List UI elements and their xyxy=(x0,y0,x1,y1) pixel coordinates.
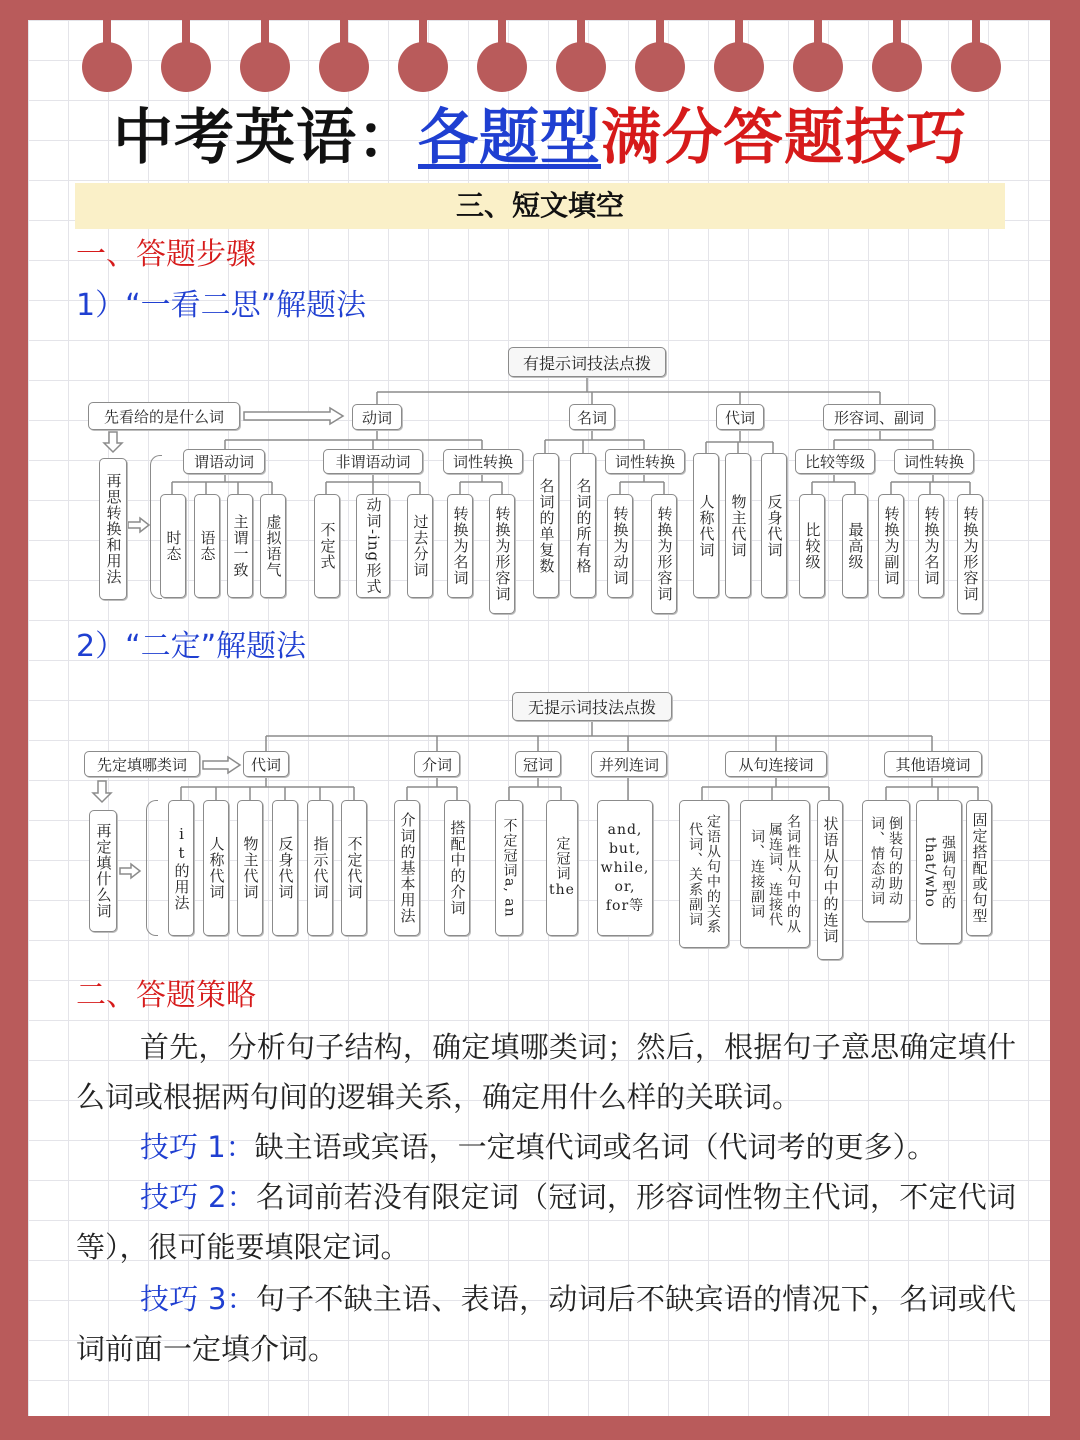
definite-article-word: the xyxy=(549,882,575,898)
tip-2-label: 技巧 2： xyxy=(140,1180,256,1214)
item-ing-form: 动词-ing形式 xyxy=(356,494,390,598)
item-inversion: 倒装句的助动词、情态动词 xyxy=(862,800,910,922)
section-banner: 三、短文填空 xyxy=(75,183,1005,229)
binder-hole xyxy=(82,42,132,92)
page-title xyxy=(0,96,1080,180)
diagram-1-second-step: 再思转换和用法 xyxy=(99,458,127,600)
category-coordinating-conj: 并列连词 xyxy=(591,751,667,777)
item-possessive-pronoun: 物主代词 xyxy=(725,453,751,598)
title-part-1: 中考英语： xyxy=(113,103,418,173)
item-noun-to-adjective: 转换为形容词 xyxy=(651,494,677,614)
item-demonstrative-pronoun: 指示代词 xyxy=(307,800,333,936)
item-subjunctive: 虚拟语气 xyxy=(260,494,286,598)
category-pronoun-2: 代词 xyxy=(243,751,289,777)
tip-1-text: 缺主语或宾语，一定填代词或名词（代词考的更多）。 xyxy=(254,1130,937,1164)
diagram-1-first-step: 先看给的是什么词 xyxy=(88,402,240,430)
item-noun-possessive: 名词的所有格 xyxy=(570,453,596,598)
group-noun-conversion: 词性转换 xyxy=(605,449,685,474)
item-voice: 语态 xyxy=(194,494,220,598)
item-tense: 时态 xyxy=(160,494,186,598)
item-agreement: 主谓一致 xyxy=(227,494,253,598)
group-verb-conversion: 词性转换 xyxy=(443,449,523,474)
diagram-2-second-step: 再定填什么词 xyxy=(89,810,117,932)
item-adj-to-adjective: 转换为形容词 xyxy=(957,494,983,614)
category-adj-adv: 形容词、副词 xyxy=(823,404,935,430)
diagram-2-root: 无提示词技法点拨 xyxy=(512,692,672,721)
category-preposition: 介词 xyxy=(414,751,460,777)
item-definite-article xyxy=(546,800,578,936)
heading-method-2: 2）“二定”解题法 xyxy=(76,629,307,664)
group-predicate-verb: 谓语动词 xyxy=(183,449,265,474)
item-it-usage: it的用法 xyxy=(168,800,194,936)
definite-article-label: 定冠词 xyxy=(554,836,571,881)
tip-3-text: 句子不缺主语、表语，动词后不缺宾语的情况下，名词或代词前面一定填介词。 xyxy=(76,1282,1016,1366)
item-to-noun: 转换为名词 xyxy=(447,494,473,598)
item-superlative: 最高级 xyxy=(842,494,868,598)
conj-or: or, xyxy=(614,878,636,895)
group-comparison: 比较等级 xyxy=(795,449,875,474)
heading-strategy: 二、答题策略 xyxy=(76,978,256,1013)
heading-steps: 一、答题步骤 xyxy=(76,237,256,272)
title-part-3: 满分答题技巧 xyxy=(601,103,967,173)
tip-2 xyxy=(76,1172,1016,1272)
binder-hole xyxy=(635,42,685,92)
item-reflexive-pronoun-2: 反身代词 xyxy=(272,800,298,936)
item-prep-collocation: 搭配中的介词 xyxy=(444,800,470,936)
category-noun: 名词 xyxy=(569,404,615,430)
tip-3-label: 技巧 3： xyxy=(140,1282,256,1316)
indefinite-article-words: a, an xyxy=(501,878,518,918)
item-adverbial-clause: 状语从句中的连词 xyxy=(817,800,843,960)
item-comparative: 比较级 xyxy=(799,494,825,598)
tip-3 xyxy=(76,1274,1016,1374)
binder-hole xyxy=(793,42,843,92)
item-to-adjective: 转换为形容词 xyxy=(489,494,515,614)
item-possessive-pronoun-2: 物主代词 xyxy=(237,800,263,936)
binder-hole xyxy=(161,42,211,92)
tip-1 xyxy=(76,1122,1016,1172)
binder-hole xyxy=(714,42,764,92)
item-personal-pronoun-2: 人称代词 xyxy=(203,800,229,936)
item-adj-to-noun: 转换为名词 xyxy=(918,494,944,598)
conj-for: for等 xyxy=(605,897,645,914)
binder-hole xyxy=(477,42,527,92)
binder-hole xyxy=(319,42,369,92)
conj-and: and, xyxy=(607,821,643,838)
conj-but: but, xyxy=(608,840,642,857)
item-noun-to-verb: 转换为动词 xyxy=(607,494,633,598)
strategy-intro: 首先，分析句子结构，确定填哪类词；然后，根据句子意思确定填什么词或根据两句间的逻辑关系，确定用什么样的关联词。 xyxy=(76,1030,1016,1114)
item-to-adverb: 转换为副词 xyxy=(878,494,904,598)
binder-hole xyxy=(872,42,922,92)
item-reflexive-pronoun: 反身代词 xyxy=(761,453,787,598)
item-noun-clause: 名词性从句中的从属连词、连接代词、连接副词 xyxy=(740,800,810,948)
tip-1-label: 技巧 1： xyxy=(140,1130,255,1164)
item-past-participle: 过去分词 xyxy=(407,494,433,598)
indefinite-article-label: 不定冠词 xyxy=(501,818,518,879)
tip-2-text: 名词前若没有限定词（冠词，形容词性物主代词，不定代词等），很可能要填限定词。 xyxy=(76,1180,1016,1264)
category-clause-connector: 从句连接词 xyxy=(725,751,827,777)
diagram-2-first-step: 先定填哪类词 xyxy=(84,751,200,777)
item-conjunction-list xyxy=(597,800,653,936)
binder-hole xyxy=(951,42,1001,92)
diagram-1-root: 有提示词技法点拨 xyxy=(508,347,666,377)
item-emphasis: 强调句型的that/who xyxy=(916,800,962,944)
category-pronoun: 代词 xyxy=(716,404,764,430)
binder-hole xyxy=(556,42,606,92)
item-indefinite-pronoun: 不定代词 xyxy=(341,800,367,936)
category-verb: 动词 xyxy=(352,404,402,430)
item-fixed-collocation: 固定搭配或句型 xyxy=(966,800,992,936)
binder-hole xyxy=(398,42,448,92)
group-nonfinite-verb: 非谓语动词 xyxy=(323,449,423,474)
binder-hole xyxy=(240,42,290,92)
item-infinitive: 不定式 xyxy=(314,494,340,598)
item-prep-basic: 介词的基本用法 xyxy=(394,800,420,936)
title-part-2: 各题型 xyxy=(418,103,601,173)
heading-method-1: 1）“一看二思”解题法 xyxy=(76,288,367,323)
category-other-context: 其他语境词 xyxy=(884,751,982,777)
item-attributive-clause: 定语从句中的关系代词、关系副词 xyxy=(679,800,729,948)
conj-while: while, xyxy=(600,859,650,876)
item-personal-pronoun: 人称代词 xyxy=(693,453,719,598)
group-adj-conversion: 词性转换 xyxy=(894,449,974,474)
item-noun-number: 名词的单复数 xyxy=(533,453,559,598)
item-indefinite-article xyxy=(495,800,523,936)
category-article: 冠词 xyxy=(515,751,561,777)
